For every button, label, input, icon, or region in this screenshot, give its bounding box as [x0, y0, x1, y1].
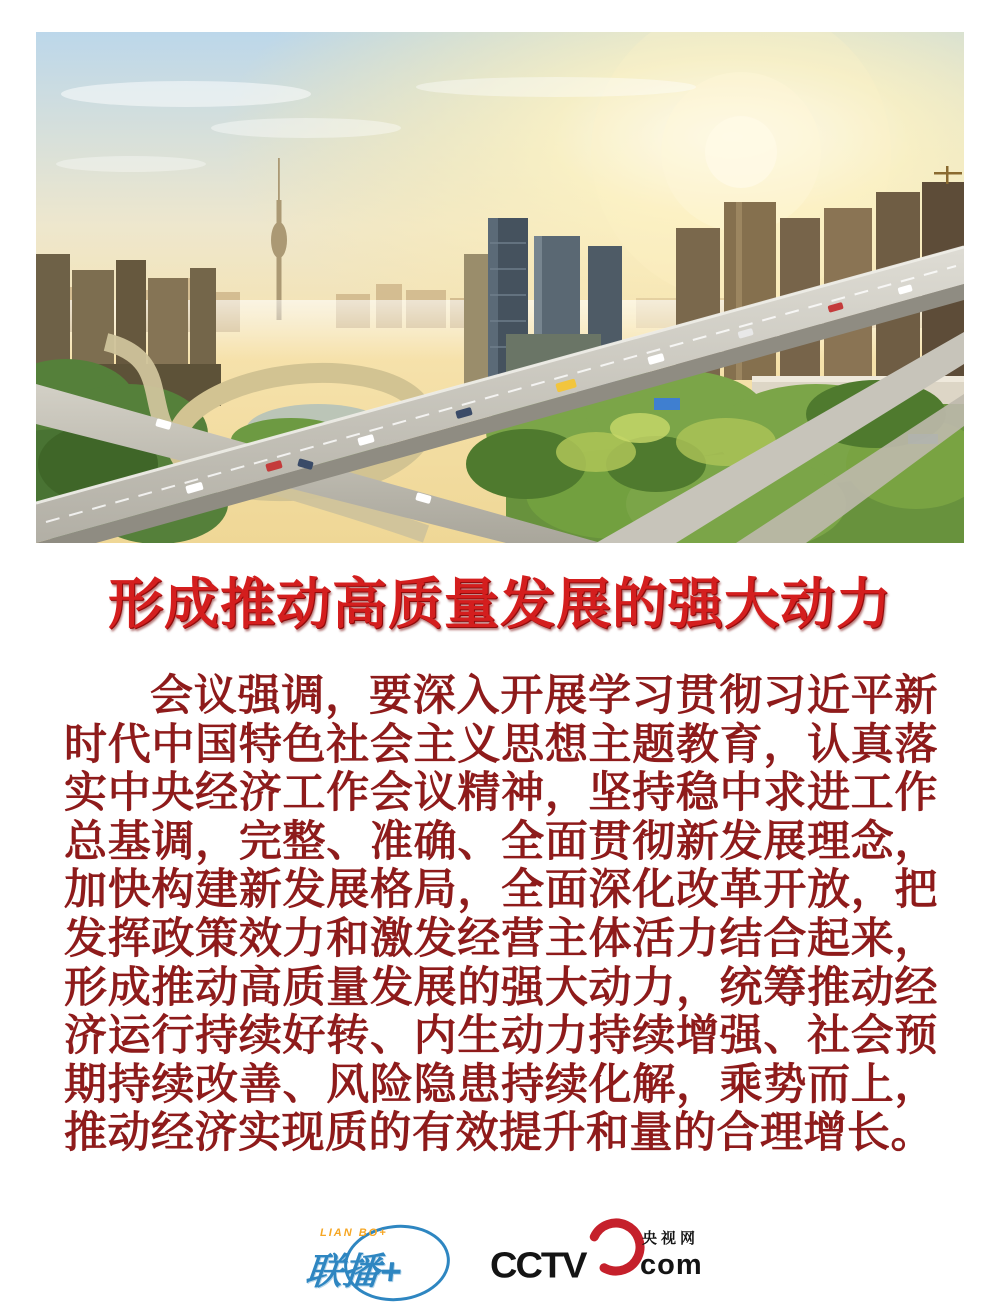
cctv-com-logo — [490, 1219, 702, 1303]
footer-logos — [0, 1216, 1000, 1306]
lianbo-plus-logo — [298, 1219, 450, 1303]
cctv-site-name: 央视网 — [642, 1230, 700, 1247]
page-title: 形成推动高质量发展的强大动力 — [107, 573, 892, 635]
city-sunset-interchange-illustration — [36, 32, 964, 543]
lianbo-tagline: LIAN BO+ — [320, 1227, 388, 1239]
cctv-wordmark: CCTV — [490, 1246, 586, 1286]
lianbo-wordmark: 联播+ — [303, 1251, 404, 1292]
cctv-domain-suffix: com — [640, 1249, 703, 1281]
hero-photo — [36, 32, 964, 543]
article-paragraph: 会议强调，要深入开展学习贯彻习近平新时代中国特色社会主义思想主题教育，认真落实中央经济工作会议精神，坚持稳中求进工作总基调，完整、准确、全面贯彻新发展理念，加快构建新发展格局，全面深化改革开放，把发挥政策效力和激发经营主体活力结合起来，形成推动高质量发展的强大动力，统筹推动经济运行持续好转、内生动力持续增强、社会预期持续改善、风险隐患持续化解，乘势而上，推动经济实现质的有效提升和量的合理增长。 — [64, 672, 938, 1158]
